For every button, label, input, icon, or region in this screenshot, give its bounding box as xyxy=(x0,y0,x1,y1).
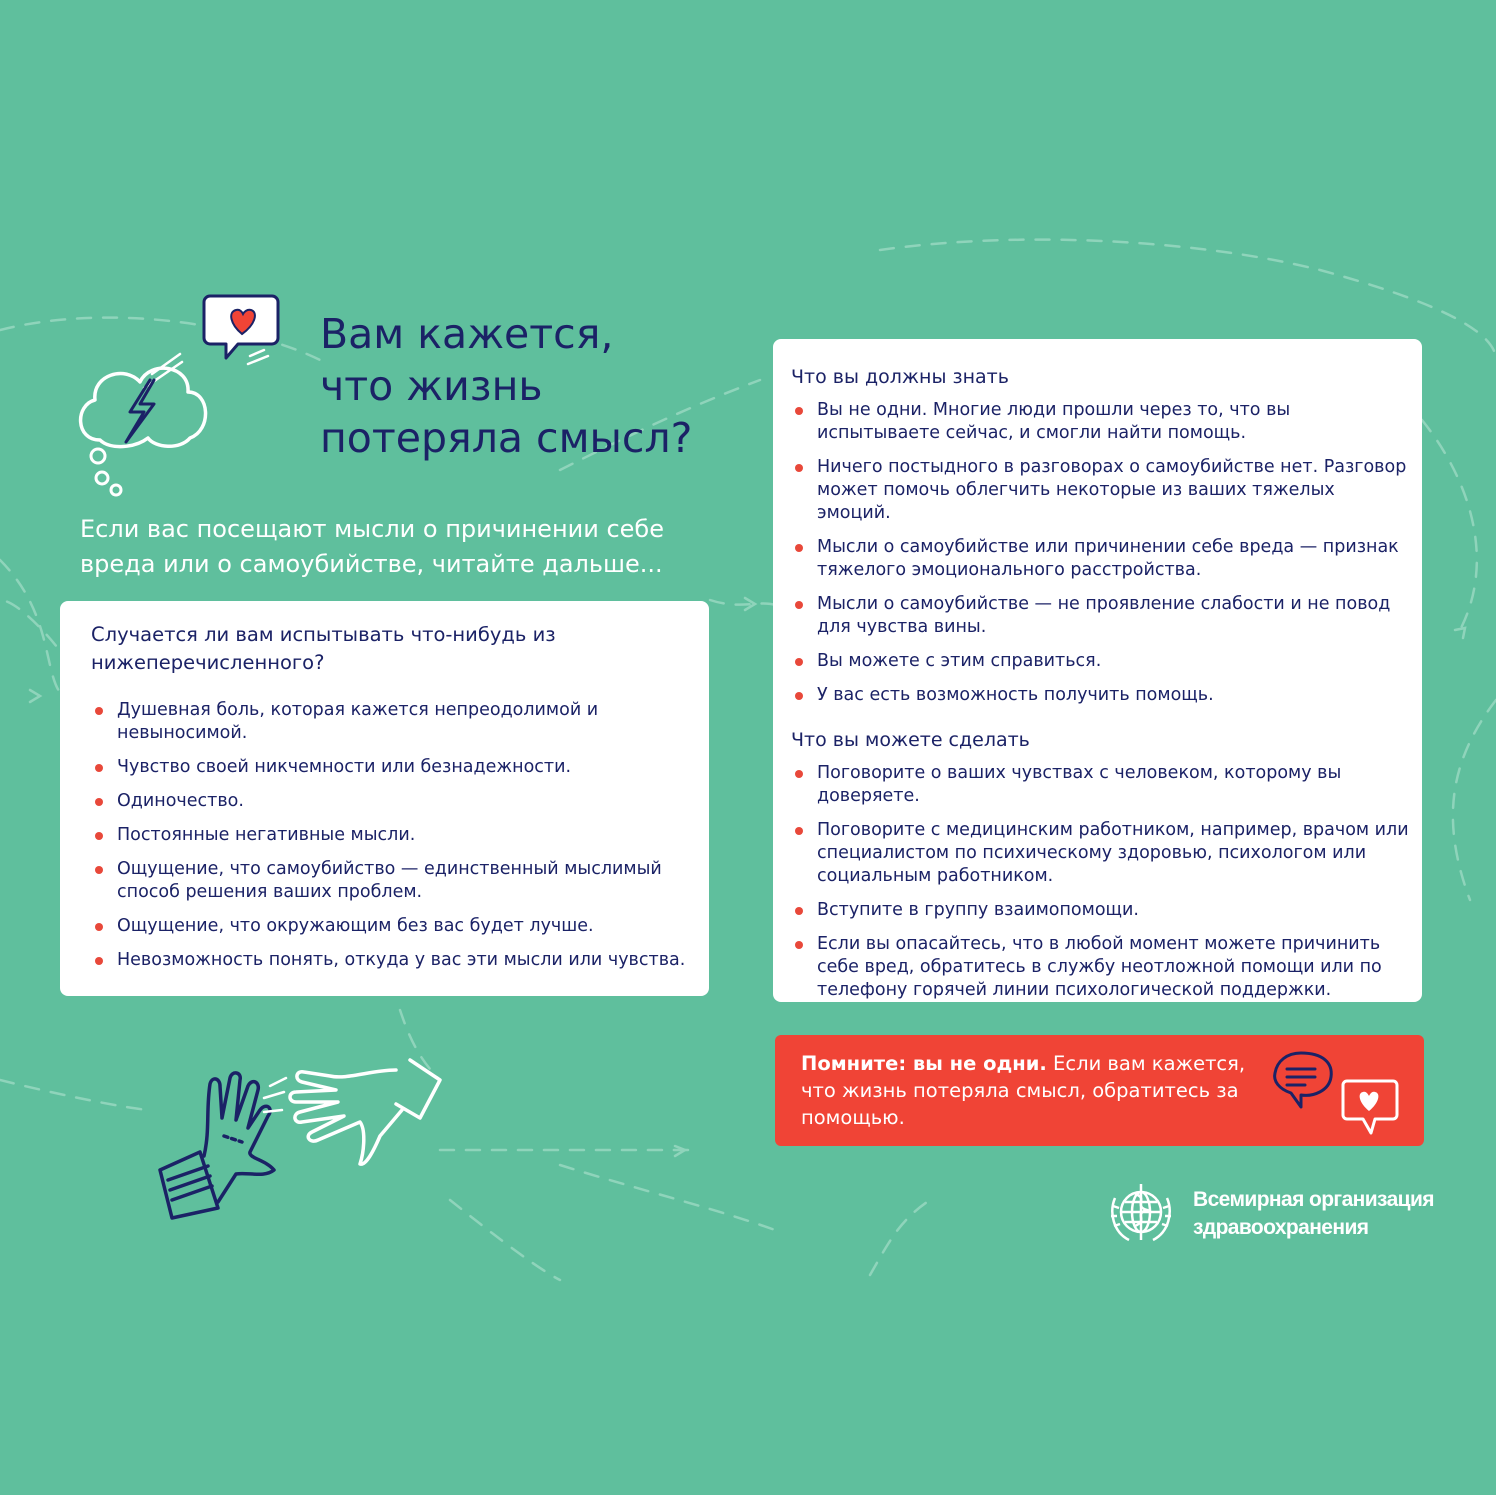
list-item-text: Душевная боль, которая кажется непреодолимой и невыносимой. xyxy=(117,700,599,743)
bullet-icon xyxy=(795,770,803,778)
title-line: потеряла смысл? xyxy=(320,414,693,462)
chat-bubble-icon xyxy=(1271,1045,1411,1140)
bullet-icon xyxy=(795,941,803,949)
reminder-text xyxy=(801,1050,1271,1131)
list-item-text: Чувство своей никчемности или безнадежности. xyxy=(117,757,572,777)
who-logo xyxy=(1105,1178,1445,1252)
bullet-icon xyxy=(95,832,103,840)
reminder-banner xyxy=(775,1035,1424,1146)
list-item-text: Ничего постыдного в разговорах о самоубийстве нет. Разговор может помочь облегчить некоторые из ваших тяжелых эмоций. xyxy=(817,457,1407,523)
list-item-text: Ощущение, что самоубийство — единственный мыслимый способ решения ваших проблем. xyxy=(117,859,662,902)
know-list xyxy=(791,399,1411,707)
list-item-text: Невозможность понять, откуда у вас эти мысли или чувства. xyxy=(117,950,686,970)
bullet-icon xyxy=(795,601,803,609)
list-item xyxy=(791,762,1411,808)
list-item xyxy=(91,915,691,938)
do-heading: Что вы можете сделать xyxy=(791,729,1030,751)
list-item xyxy=(791,456,1411,525)
list-item xyxy=(791,593,1411,639)
bullet-icon xyxy=(95,923,103,931)
list-item xyxy=(91,949,691,972)
list-item xyxy=(91,858,691,904)
page-title xyxy=(320,308,760,464)
symptoms-card xyxy=(60,601,709,996)
list-item xyxy=(791,650,1411,673)
list-item xyxy=(91,790,691,813)
list-item xyxy=(791,536,1411,582)
who-name xyxy=(1193,1186,1453,1242)
list-item-text: Одиночество. xyxy=(117,791,244,811)
lead-text: Если вас посещают мысли о причинении себе вреда или о самоубийстве, читайте дальше... xyxy=(80,515,664,578)
list-item-text: Вы можете с этим справиться. xyxy=(817,651,1102,671)
title-line: что жизнь xyxy=(320,362,543,410)
list-item-text: Мысли о самоубийстве — не проявление слабости и не повод для чувства вины. xyxy=(817,594,1391,637)
symptoms-heading: Случается ли вам испытывать что-нибудь из нижеперечисленного? xyxy=(91,623,556,674)
list-item xyxy=(91,699,691,745)
title-line: Вам кажется, xyxy=(320,310,614,358)
list-item xyxy=(791,933,1411,1002)
storm-cloud-icon xyxy=(70,330,220,505)
bullet-icon xyxy=(95,957,103,965)
who-name-line: Всемирная организация xyxy=(1193,1188,1434,1211)
bullet-icon xyxy=(795,907,803,915)
list-item xyxy=(791,819,1411,888)
who-name-line: здравоохранения xyxy=(1193,1216,1369,1239)
do-list xyxy=(791,762,1411,1002)
list-item-text: Вы не одни. Многие люди прошли через то, что вы испытываете сейчас, и смогли найти помощь. xyxy=(817,400,1291,443)
list-item xyxy=(791,899,1411,922)
bullet-icon xyxy=(95,866,103,874)
list-item-text: Мысли о самоубийстве или причинении себе вреда — признак тяжелого эмоционального расстройства. xyxy=(817,537,1399,580)
list-item-text: Вступите в группу взаимопомощи. xyxy=(817,900,1139,920)
list-item-text: Если вы опасайтесь, что в любой момент можете причинить себе вред, обратитесь в службу неотложной помощи или по телефону горячей линии психологической поддержки. xyxy=(817,934,1382,1000)
bullet-icon xyxy=(95,707,103,715)
hands-icon xyxy=(140,1040,460,1230)
list-item-text: Поговорите с медицинским работником, например, врачом или специалистом по психическому здоровью, психологом или социальным работником. xyxy=(817,820,1409,886)
bullet-icon xyxy=(795,827,803,835)
symptoms-list xyxy=(91,699,691,972)
list-item xyxy=(791,684,1411,707)
list-item-text: Постоянные негативные мысли. xyxy=(117,825,416,845)
bullet-icon xyxy=(795,464,803,472)
list-item-text: Поговорите о ваших чувствах с человеком, которому вы доверяете. xyxy=(817,763,1342,806)
list-item-text: У вас есть возможность получить помощь. xyxy=(817,685,1214,705)
bullet-icon xyxy=(95,798,103,806)
list-item-text: Ощущение, что окружающим без вас будет лучше. xyxy=(117,916,594,936)
bullet-icon xyxy=(795,692,803,700)
bullet-icon xyxy=(795,544,803,552)
know-heading: Что вы должны знать xyxy=(791,366,1009,388)
who-emblem-icon xyxy=(1105,1178,1177,1250)
list-item xyxy=(91,756,691,779)
bullet-icon xyxy=(795,658,803,666)
bullet-icon xyxy=(95,764,103,772)
advice-card xyxy=(773,339,1422,1002)
reminder-bold: Помните: вы не одни. xyxy=(801,1052,1047,1075)
list-item xyxy=(791,399,1411,445)
bullet-icon xyxy=(795,407,803,415)
reminder-body: Если вам кажется, что жизнь потеряла смысл, обратитесь за помощью. xyxy=(801,1052,1246,1129)
list-item xyxy=(91,824,691,847)
